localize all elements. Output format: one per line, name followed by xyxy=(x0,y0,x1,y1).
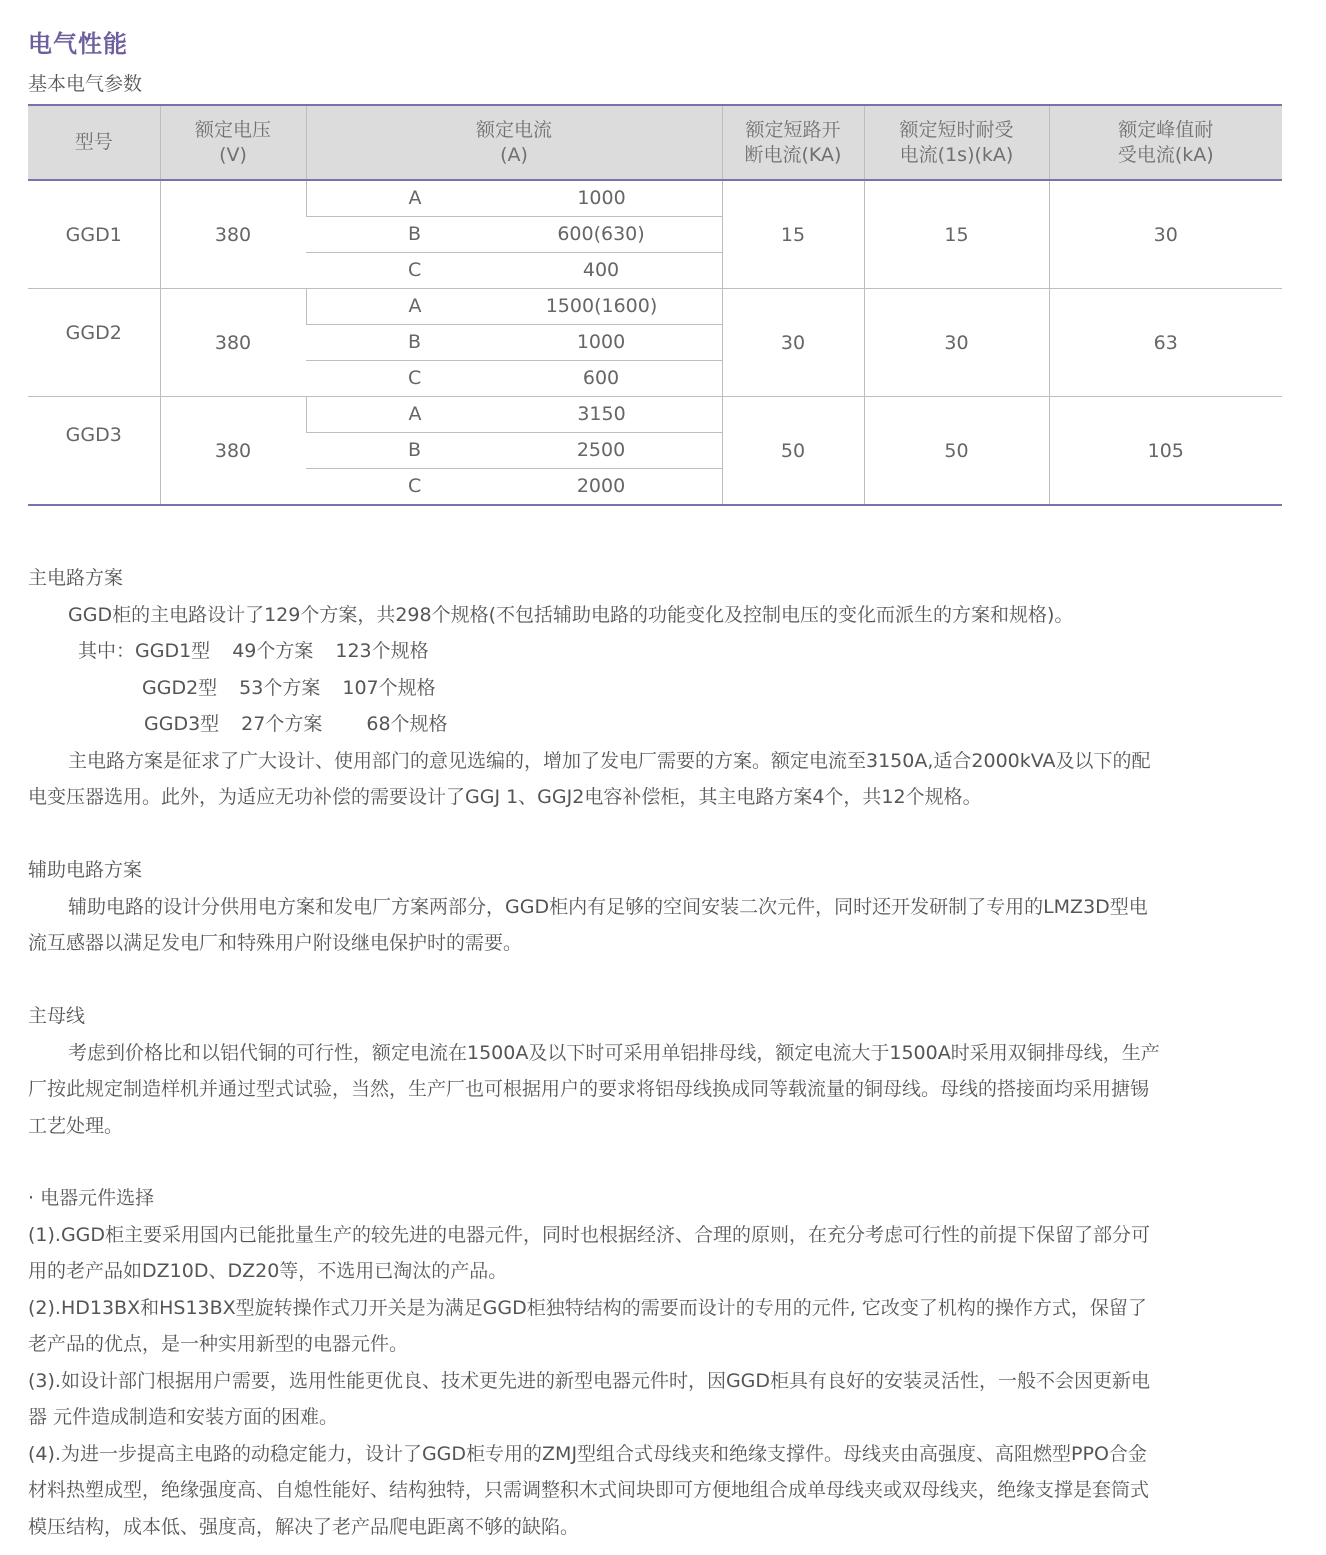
peak-cell: 63 xyxy=(1049,289,1282,397)
header-current: 额定电流 (A) xyxy=(306,105,722,180)
component-item-line: 材料热塑成型，绝缘强度高、自熄性能好、结构独特，只需调整积木式间块即可方便地组合成单母线夹或双母线夹，绝缘支撑是套筒式 xyxy=(28,1479,1150,1501)
component-item-line: 用的老产品如DZ10D、DZ20等，不选用已淘汰的产品。 xyxy=(28,1260,508,1282)
current-class: A xyxy=(408,187,422,209)
current-cell xyxy=(306,325,722,361)
table-row xyxy=(28,180,1282,217)
model-cell: GGD3 xyxy=(28,397,160,506)
current-value: 1000 xyxy=(577,187,626,209)
busbar-heading: 主母线 xyxy=(28,1005,86,1027)
current-value: 600 xyxy=(582,367,620,389)
component-item-line: 老产品的优点，是一种实用新型的电器元件。 xyxy=(28,1333,409,1355)
current-cell xyxy=(306,217,722,253)
current-class: A xyxy=(408,295,422,317)
current-cell xyxy=(306,289,722,325)
current-class: C xyxy=(408,475,422,497)
current-value: 2500 xyxy=(576,439,626,461)
busbar-line: 考虑到价格比和以铝代铜的可行性，额定电流在1500A及以下时可采用单铝排母线，额定电流大于1500A时采用双铜排母线，生产 xyxy=(68,1041,1160,1064)
page-subtitle: 基本电气参数 xyxy=(28,73,143,95)
shorttime-cell: 15 xyxy=(864,180,1049,289)
component-item-line: (2).HD13BX和HS13BX型旋转操作式刀开关是为满足GGD柜独特结构的需要而设计的专用的元件, 它改变了机构的操作方式，保留了 xyxy=(28,1296,1147,1319)
aux-circuit-heading: 辅助电路方案 xyxy=(28,859,143,881)
current-cell xyxy=(306,469,722,506)
busbar-line: 工艺处理。 xyxy=(28,1114,124,1137)
scheme-list-item: GGD3型 27个方案 68个规格 xyxy=(144,713,448,735)
electrical-params-table xyxy=(28,104,1282,506)
shorttime-cell: 30 xyxy=(864,289,1049,397)
header-model: 型号 xyxy=(28,105,160,180)
header-peak: 额定峰值耐 受电流(kA) xyxy=(1049,105,1282,180)
current-class: B xyxy=(408,331,422,353)
table-header-row xyxy=(28,105,1282,180)
current-cell xyxy=(306,180,722,217)
current-value: 3150 xyxy=(577,403,626,425)
aux-circuit-line: 辅助电路的设计分供用电方案和发电厂方案两部分，GGD柜内有足够的空间安装二次元件，同时还开发研制了专用的LMZ3D型电 xyxy=(68,895,1148,918)
main-circuit-paragraph-line: 主电路方案是征求了广大设计、使用部门的意见选编的，增加了发电厂需要的方案。额定电流至3150A,适合2000kVA及以下的配 xyxy=(68,749,1151,772)
page-title: 电气性能 xyxy=(28,30,128,58)
breaking-cell: 50 xyxy=(722,397,864,506)
component-item-line: (4).为进一步提高主电路的动稳定能力，设计了GGD柜专用的ZMJ型组合式母线夹和绝缘支撑件。母线夹由高强度、高阻燃型PPO合金 xyxy=(28,1442,1147,1465)
component-item-line: 模压结构，成本低、强度高，解决了老产品爬电距离不够的缺陷。 xyxy=(28,1515,580,1538)
component-item-line: 器 元件造成制造和安装方面的困难。 xyxy=(28,1406,339,1428)
current-class: C xyxy=(408,367,422,389)
shorttime-cell: 50 xyxy=(864,397,1049,506)
peak-cell: 30 xyxy=(1049,180,1282,289)
current-value: 600(630) xyxy=(557,223,645,245)
current-value: 1500(1600) xyxy=(545,295,658,317)
model-cell: GGD2 xyxy=(28,289,160,397)
aux-circuit-section xyxy=(28,852,1288,962)
main-circuit-paragraph-line: 电变压器选用。此外，为适应无功补偿的需要设计了GGJ 1、GGJ2电容补偿柜，其主电路方案4个，共12个规格。 xyxy=(28,786,982,808)
main-circuit-heading: 主电路方案 xyxy=(28,567,124,589)
model-cell: GGD1 xyxy=(28,180,160,289)
current-cell xyxy=(306,253,722,289)
current-class: C xyxy=(408,259,422,281)
header-breaking: 额定短路开 断电流(KA) xyxy=(722,105,864,180)
current-value: 2000 xyxy=(576,475,626,497)
current-class: B xyxy=(408,223,422,245)
main-circuit-section xyxy=(28,560,1288,816)
aux-circuit-line: 流互感器以满足发电厂和特殊用户附设继电保护时的需要。 xyxy=(28,932,523,954)
breaking-cell: 15 xyxy=(722,180,864,289)
header-shorttime: 额定短时耐受 电流(1s)(kA) xyxy=(864,105,1049,180)
breaking-cell: 30 xyxy=(722,289,864,397)
current-class: B xyxy=(408,439,422,461)
table-row xyxy=(28,397,1282,433)
table-row xyxy=(28,289,1282,325)
current-cell xyxy=(306,433,722,469)
voltage-cell: 380 xyxy=(160,180,306,289)
current-value: 1000 xyxy=(576,331,626,353)
component-item-line: (3).如设计部门根据用户需要，选用性能更优良、技术更先进的新型电器元件时，因GGD柜具有良好的安装灵活性，一般不会因更新电 xyxy=(28,1369,1151,1392)
busbar-line: 厂按此规定制造样机并通过型式试验，当然，生产厂也可根据用户的要求将铝母线换成同等载流量的铜母线。母线的搭接面均采用搪锡 xyxy=(28,1078,1150,1100)
voltage-cell: 380 xyxy=(160,289,306,397)
header-voltage: 额定电压 (V) xyxy=(160,105,306,180)
current-class: A xyxy=(408,403,422,425)
scheme-list-item: 其中：GGD1型 49个方案 123个规格 xyxy=(78,640,429,662)
components-heading: · 电器元件选择 xyxy=(28,1187,155,1209)
current-cell xyxy=(306,397,722,433)
scheme-list-item: GGD2型 53个方案 107个规格 xyxy=(142,676,436,699)
main-circuit-paragraph: GGD柜的主电路设计了129个方案，共298个规格(不包括辅助电路的功能变化及控制电压的变化而派生的方案和规格)。 xyxy=(68,603,1074,626)
components-section xyxy=(28,1180,1288,1545)
voltage-cell: 380 xyxy=(160,397,306,506)
busbar-section xyxy=(28,998,1288,1144)
current-value: 400 xyxy=(582,259,620,281)
peak-cell: 105 xyxy=(1049,397,1282,506)
component-item-line: (1).GGD柜主要采用国内已能批量生产的较先进的电器元件，同时也根据经济、合理的原则，在充分考虑可行性的前提下保留了部分可 xyxy=(28,1223,1151,1246)
current-cell xyxy=(306,361,722,397)
